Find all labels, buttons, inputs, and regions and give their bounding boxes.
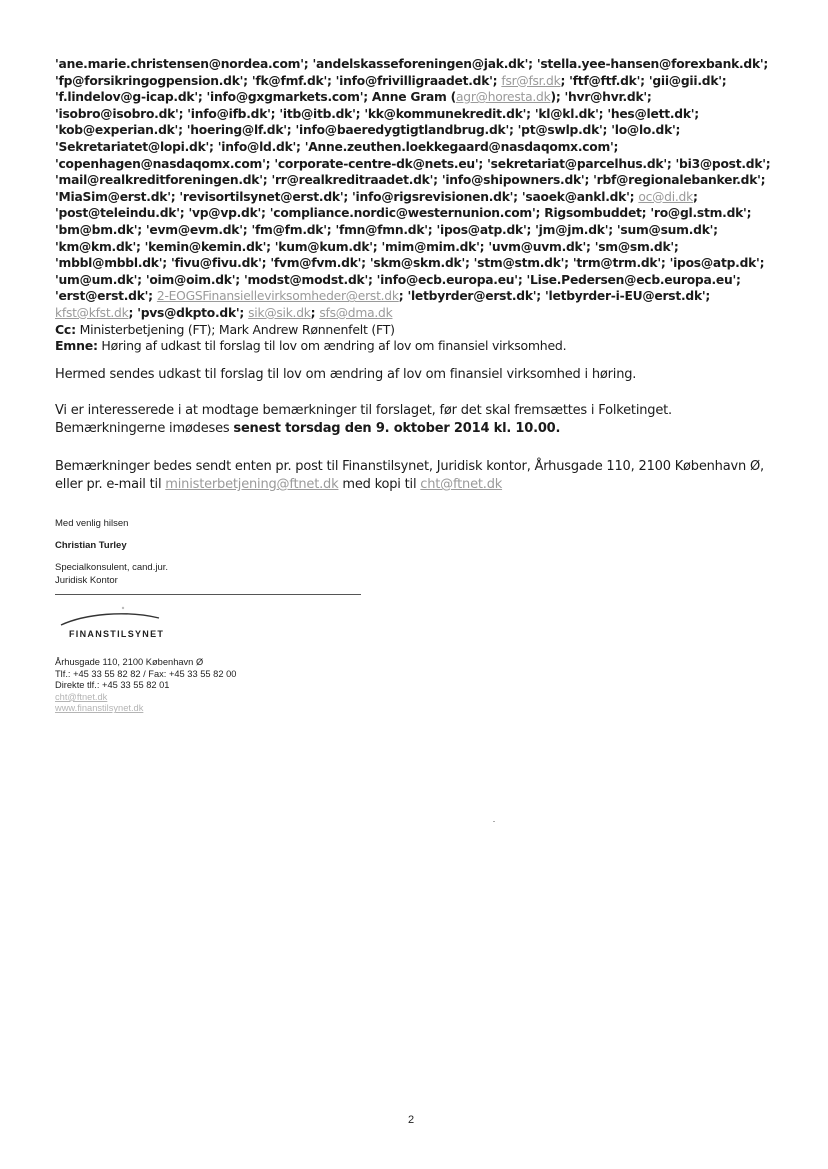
recipient-text: 'info@gxgmarkets.com'; bbox=[206, 90, 372, 105]
cc-value: Ministerbetjening (FT); Mark Andrew Rønnenfelt (FT) bbox=[75, 321, 395, 337]
recipient-text: 'trm@trm.dk'; bbox=[572, 256, 670, 271]
subject-value: Høring af udkast til forslag til lov om ændring af lov om finansiel virksomhed. bbox=[97, 338, 567, 354]
recipient-text: 'lo@lo.dk'; bbox=[611, 123, 681, 138]
recipient-text: 'pt@swlp.dk'; bbox=[517, 123, 612, 138]
contact-address: Århusgade 110, 2100 København Ø bbox=[55, 657, 204, 667]
recipient-text: 'info@ecb.europa.eu'; bbox=[376, 272, 527, 287]
recipient-text: ; 'pvs@dkpto.dk'; bbox=[128, 305, 249, 320]
recipient-text: 'Lise.Pedersen@ecb.europa.eu'; bbox=[526, 272, 741, 287]
recipient-text: 'info@frivilligraadet.dk'; bbox=[335, 73, 502, 88]
recipient-text: 'fvm@fvm.dk'; bbox=[270, 256, 370, 271]
recipient-text: ; 'ftf@ftf.dk'; bbox=[560, 73, 649, 88]
recipient-text: ); 'hvr@hvr.dk'; bbox=[550, 90, 652, 105]
body-paragraph-2 bbox=[55, 402, 775, 438]
recipient-email-link[interactable]: oc@di.dk bbox=[638, 189, 693, 204]
recipient-text: 'mail@realkreditforeningen.dk'; bbox=[55, 173, 272, 188]
signature-block bbox=[55, 517, 375, 587]
recipient-text: 'sm@sm.dk'; bbox=[594, 239, 679, 254]
recipient-text: 'hes@lett.dk'; bbox=[607, 106, 699, 121]
recipient-text: 'fm@fm.dk'; bbox=[251, 222, 336, 237]
recipient-text: Anne Gram ( bbox=[371, 90, 456, 105]
recipient-text: 'ipos@atp.dk'; bbox=[669, 256, 765, 271]
recipient-text: 'skm@skm.dk'; bbox=[369, 256, 474, 271]
contact-block bbox=[55, 657, 375, 715]
email-link-ministerbetjening[interactable]: ministerbetjening@ftnet.dk bbox=[165, 477, 339, 492]
subject-label: Emne: bbox=[55, 338, 98, 354]
recipient-text: 'fivu@fivu.dk'; bbox=[170, 256, 271, 271]
recipient-text: 'andelskasseforeningen@jak.dk'; bbox=[312, 57, 537, 71]
recipient-text: 'evm@evm.dk'; bbox=[145, 222, 252, 237]
email-header bbox=[55, 56, 775, 355]
p3-text: Bemærkninger bedes sendt enten pr. post til Finanstilsynet, Juridisk kontor, Århusgade 110, 2100 København Ø, eller pr. e-mail til bbox=[55, 459, 764, 492]
signer-department: Juridisk Kontor bbox=[55, 575, 118, 586]
recipient-text: 'kob@experian.dk'; bbox=[55, 123, 187, 138]
body-paragraph-3 bbox=[55, 458, 775, 494]
recipient-text: 'itb@itb.dk'; bbox=[279, 106, 365, 121]
recipient-email-link[interactable]: sik@sik.dk bbox=[248, 305, 311, 320]
logo-wordmark: FINANSTILSYNET bbox=[69, 629, 165, 639]
contact-email-link[interactable]: cht@ftnet.dk bbox=[55, 691, 108, 702]
recipient-text: ; 'post@teleindu.dk'; bbox=[55, 189, 698, 221]
recipient-email-link[interactable]: kfst@kfst.dk bbox=[55, 305, 129, 320]
recipient-text: 'info@ifb.dk'; bbox=[187, 106, 280, 121]
recipient-text: 'kl@kl.dk'; bbox=[534, 106, 608, 121]
recipient-text: 'bm@bm.dk'; bbox=[55, 222, 146, 237]
recipient-text: 'f.lindelov@g-icap.dk'; bbox=[55, 90, 207, 105]
recipient-list bbox=[55, 56, 775, 322]
body-paragraph-1: Hermed sendes udkast til forslag til lov om ændring af lov om finansiel virksomhed i høring. bbox=[55, 367, 637, 382]
recipient-text: 'um@um.dk'; bbox=[55, 272, 146, 287]
recipient-text: 'uvm@uvm.dk'; bbox=[488, 239, 595, 254]
recipient-email-link[interactable]: fsr@fsr.dk bbox=[501, 73, 561, 88]
scan-speck bbox=[493, 821, 495, 822]
recipient-text: 'sekretariat@parcelhus.dk'; bbox=[487, 156, 676, 171]
recipient-email-link[interactable]: 2-EOGSFinansiellevirksomheder@erst.dk bbox=[156, 289, 399, 304]
recipient-text: 'rr@realkreditraadet.dk'; bbox=[271, 173, 442, 188]
recipient-text: 'info@baeredygtigtlandbrug.dk'; bbox=[295, 123, 518, 138]
recipient-text: 'oim@oim.dk'; bbox=[145, 272, 244, 287]
recipient-text: 'fk@fmf.dk'; bbox=[251, 73, 336, 88]
recipient-text: 'mim@mim.dk'; bbox=[381, 239, 489, 254]
greeting: Med venlig hilsen bbox=[55, 518, 129, 529]
contact-direct-phone: Direkte tlf.: +45 33 55 82 01 bbox=[55, 680, 170, 691]
recipient-text: 'info@shipowners.dk'; bbox=[441, 173, 594, 188]
recipient-text: 'erst@erst.dk'; bbox=[55, 289, 157, 304]
recipient-text: 'saoek@ankl.dk'; bbox=[521, 189, 639, 204]
recipient-text: ; bbox=[310, 305, 320, 320]
recipient-text: 'kk@kommunekredit.dk'; bbox=[364, 106, 535, 121]
recipient-text: 'gii@gii.dk'; bbox=[648, 73, 727, 88]
recipient-email-link[interactable]: agr@horesta.dk bbox=[456, 90, 551, 105]
recipient-text: 'jm@jm.dk'; bbox=[535, 222, 617, 237]
signer-name: Christian Turley bbox=[55, 540, 127, 551]
recipient-text: Rigsombuddet; bbox=[544, 206, 651, 221]
cc-line bbox=[55, 322, 775, 339]
recipient-text: 'ipos@atp.dk'; bbox=[436, 222, 536, 237]
p2-text: Vi er interesserede i at modtage bemærkninger til forslaget, før det skal fremsættes i Folketinget. Bemærkningerne imødeses bbox=[55, 403, 672, 436]
signature-divider bbox=[55, 594, 361, 595]
recipient-text: 'Sekretariatet@lopi.dk'; bbox=[55, 139, 218, 154]
recipient-text: 'vp@vp.dk'; bbox=[188, 206, 270, 221]
recipient-text: 'revisortilsynet@erst.dk'; bbox=[179, 189, 353, 204]
recipient-text: 'stm@stm.dk'; bbox=[473, 256, 573, 271]
recipient-text: 'Anne.zeuthen.loekkegaard@nasdaqomx.com'; bbox=[304, 139, 619, 154]
contact-web-link[interactable]: www.finanstilsynet.dk bbox=[55, 703, 144, 714]
recipient-text: 'rbf@regionalebanker.dk'; bbox=[593, 173, 766, 188]
recipient-text: 'info@ld.dk'; bbox=[217, 139, 305, 154]
recipient-text: 'hoering@lf.dk'; bbox=[186, 123, 296, 138]
page-number: 2 bbox=[408, 1114, 415, 1126]
finanstilsynet-logo-icon bbox=[55, 604, 165, 626]
recipient-text: 'bi3@post.dk'; bbox=[675, 156, 771, 171]
recipient-text: 'ro@gl.stm.dk'; bbox=[650, 206, 752, 221]
recipient-text: 'letbyrder-i-EU@erst.dk'; bbox=[545, 289, 711, 304]
recipient-text: 'fp@forsikringogpension.dk'; bbox=[55, 73, 252, 88]
recipient-text: 'ane.marie.christensen@nordea.com'; bbox=[55, 57, 313, 71]
cc-label: Cc: bbox=[55, 321, 76, 337]
contact-phone: Tlf.: +45 33 55 82 82 / Fax: +45 33 55 82 00 bbox=[55, 668, 237, 679]
recipient-text: 'MiaSim@erst.dk'; bbox=[55, 189, 180, 204]
recipient-text: 'km@km.dk'; bbox=[55, 239, 145, 254]
recipient-text: 'stella.yee-hansen@forexbank.dk'; bbox=[536, 57, 769, 71]
recipient-text: 'kemin@kemin.dk'; bbox=[144, 239, 275, 254]
signer-title: Specialkonsulent, cand.jur. bbox=[55, 562, 169, 573]
recipient-text: 'corporate-centre-dk@nets.eu'; bbox=[274, 156, 488, 171]
p3-mid: med kopi til bbox=[338, 477, 421, 492]
recipient-text: 'mbbl@mbbl.dk'; bbox=[55, 256, 171, 271]
subject-line bbox=[55, 338, 775, 355]
recipient-text: ; 'letbyrder@erst.dk'; bbox=[398, 289, 545, 304]
recipient-text: 'kum@kum.dk'; bbox=[274, 239, 382, 254]
email-link-cht[interactable]: cht@ftnet.dk bbox=[420, 477, 503, 492]
recipient-text: 'fmn@fmn.dk'; bbox=[335, 222, 437, 237]
recipient-text: 'copenhagen@nasdaqomx.com'; bbox=[55, 156, 275, 171]
recipient-text: 'modst@modst.dk'; bbox=[243, 272, 377, 287]
recipient-text: 'isobro@isobro.dk'; bbox=[55, 106, 188, 121]
recipient-text: 'info@rigsrevisionen.dk'; bbox=[352, 189, 522, 204]
recipient-email-link[interactable]: sfs@dma.dk bbox=[319, 305, 393, 320]
recipient-text: 'compliance.nordic@westernunion.com'; bbox=[269, 206, 545, 221]
deadline-text: senest torsdag den 9. oktober 2014 kl. 10.00. bbox=[233, 421, 561, 436]
recipient-text: 'sum@sum.dk'; bbox=[616, 222, 718, 237]
